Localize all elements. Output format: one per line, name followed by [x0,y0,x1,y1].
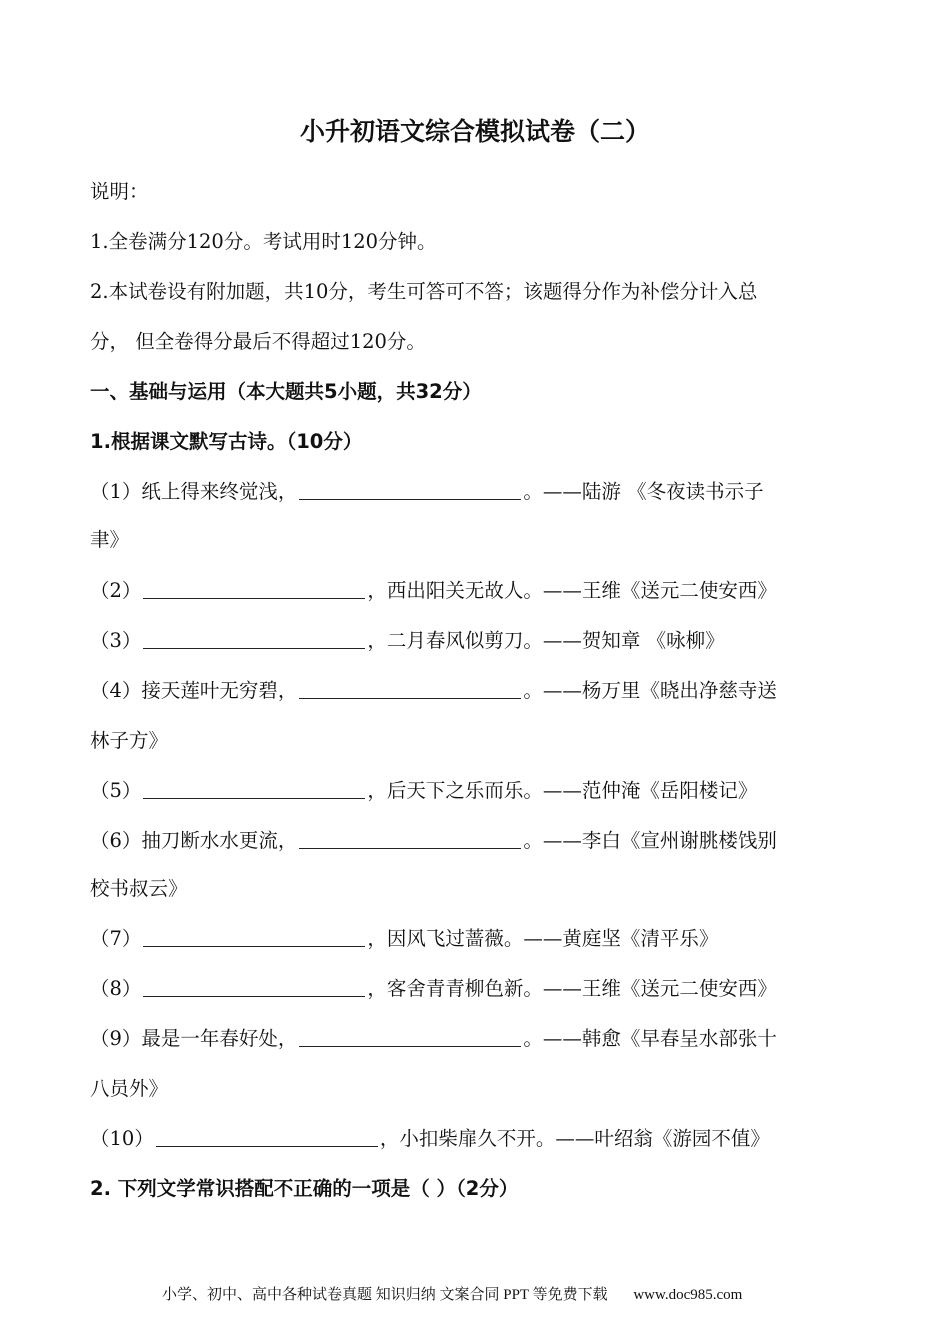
line-text: （1）纸上得来终觉浅， [90,480,298,503]
text-line [90,676,777,706]
text-line [90,826,777,856]
line-text: 2.本试卷设有附加题，共10分，考生可答可不答；该题得分作为补偿分计入总 [90,280,758,303]
line-text: 分， 但全卷得分最后不得超过120分。 [90,330,426,353]
text-line [90,1024,777,1054]
answer-blank[interactable] [143,974,365,997]
answer-blank[interactable] [143,626,365,649]
text-line [90,626,725,656]
answer-blank[interactable] [299,1024,521,1047]
line-text: （3） [90,629,142,652]
text-line [90,427,362,457]
line-text: （6）抽刀断水水更流， [90,829,298,852]
text-line [90,924,718,954]
line-text: 林子方》 [90,729,169,752]
text-line [90,525,129,555]
line-source: 。——陆游 《冬夜读书示子 [523,480,764,503]
line-source: ，二月春风似剪刀。——贺知章 《咏柳》 [367,629,725,652]
line-text: （2） [90,579,142,602]
line-source: 。——李白《宣州谢朓楼饯别 [523,829,777,852]
text-line [90,227,437,257]
text-line [90,1124,770,1154]
line-text: 1.全卷满分120分。考试用时120分钟。 [90,230,437,253]
line-text: 校书叔云》 [90,877,188,900]
text-line [90,1174,518,1204]
text-line [90,874,188,904]
text-line [90,277,757,307]
text-line [90,974,777,1004]
text-line [90,477,764,507]
line-source: ，客舍青青柳色新。——王维《送元二使安西》 [367,977,777,1000]
text-line [90,726,168,756]
answer-blank[interactable] [143,924,365,947]
text-line [90,327,426,357]
text-line [90,576,777,606]
answer-blank[interactable] [143,776,365,799]
line-source: ，因风飞过蔷薇。——黄庭坚《清平乐》 [367,927,719,950]
line-text: 一、基础与运用（本大题共5小题，共32分） [90,380,482,403]
footer-text: 小学、初中、高中各种试卷真题 知识归纳 文案合同 PPT 等免费下载 [162,1287,608,1303]
text-line [90,776,757,806]
line-text: （9）最是一年春好处， [90,1027,298,1050]
answer-blank[interactable] [143,576,365,599]
line-source: 。——韩愈《早春呈水部张十 [523,1027,777,1050]
line-text: 八员外》 [90,1077,169,1100]
answer-blank[interactable] [299,676,521,699]
line-source: ，小扣柴扉久不开。——叶绍翁《游园不值》 [379,1127,770,1150]
line-text: （10） [90,1127,154,1150]
text-line [90,1074,168,1104]
line-source: 。——杨万里《晓出净慈寺送 [523,679,777,702]
answer-blank[interactable] [299,826,521,849]
line-text: （8） [90,977,142,1000]
line-text: 2. 下列文学常识搭配不正确的一项是（ ）（2分） [90,1177,519,1200]
text-line [90,177,149,207]
line-text: 说明： [90,180,149,203]
answer-blank[interactable] [299,477,521,500]
answer-blank[interactable] [156,1124,378,1147]
line-text: （4）接天莲叶无穷碧， [90,679,298,702]
text-line [90,377,482,407]
line-text: 聿》 [90,528,130,551]
line-text: （5） [90,779,142,802]
line-source: ，西出阳关无故人。——王维《送元二使安西》 [367,579,777,602]
line-text: 1.根据课文默写古诗。（10分） [90,430,363,453]
line-text: （7） [90,927,142,950]
footer-url[interactable]: www.doc985.com [633,1287,743,1303]
footer [162,1283,742,1304]
line-source: ，后天下之乐而乐。——范仲淹《岳阳楼记》 [367,779,758,802]
page-title: 小升初语文综合模拟试卷（二） [299,117,650,146]
